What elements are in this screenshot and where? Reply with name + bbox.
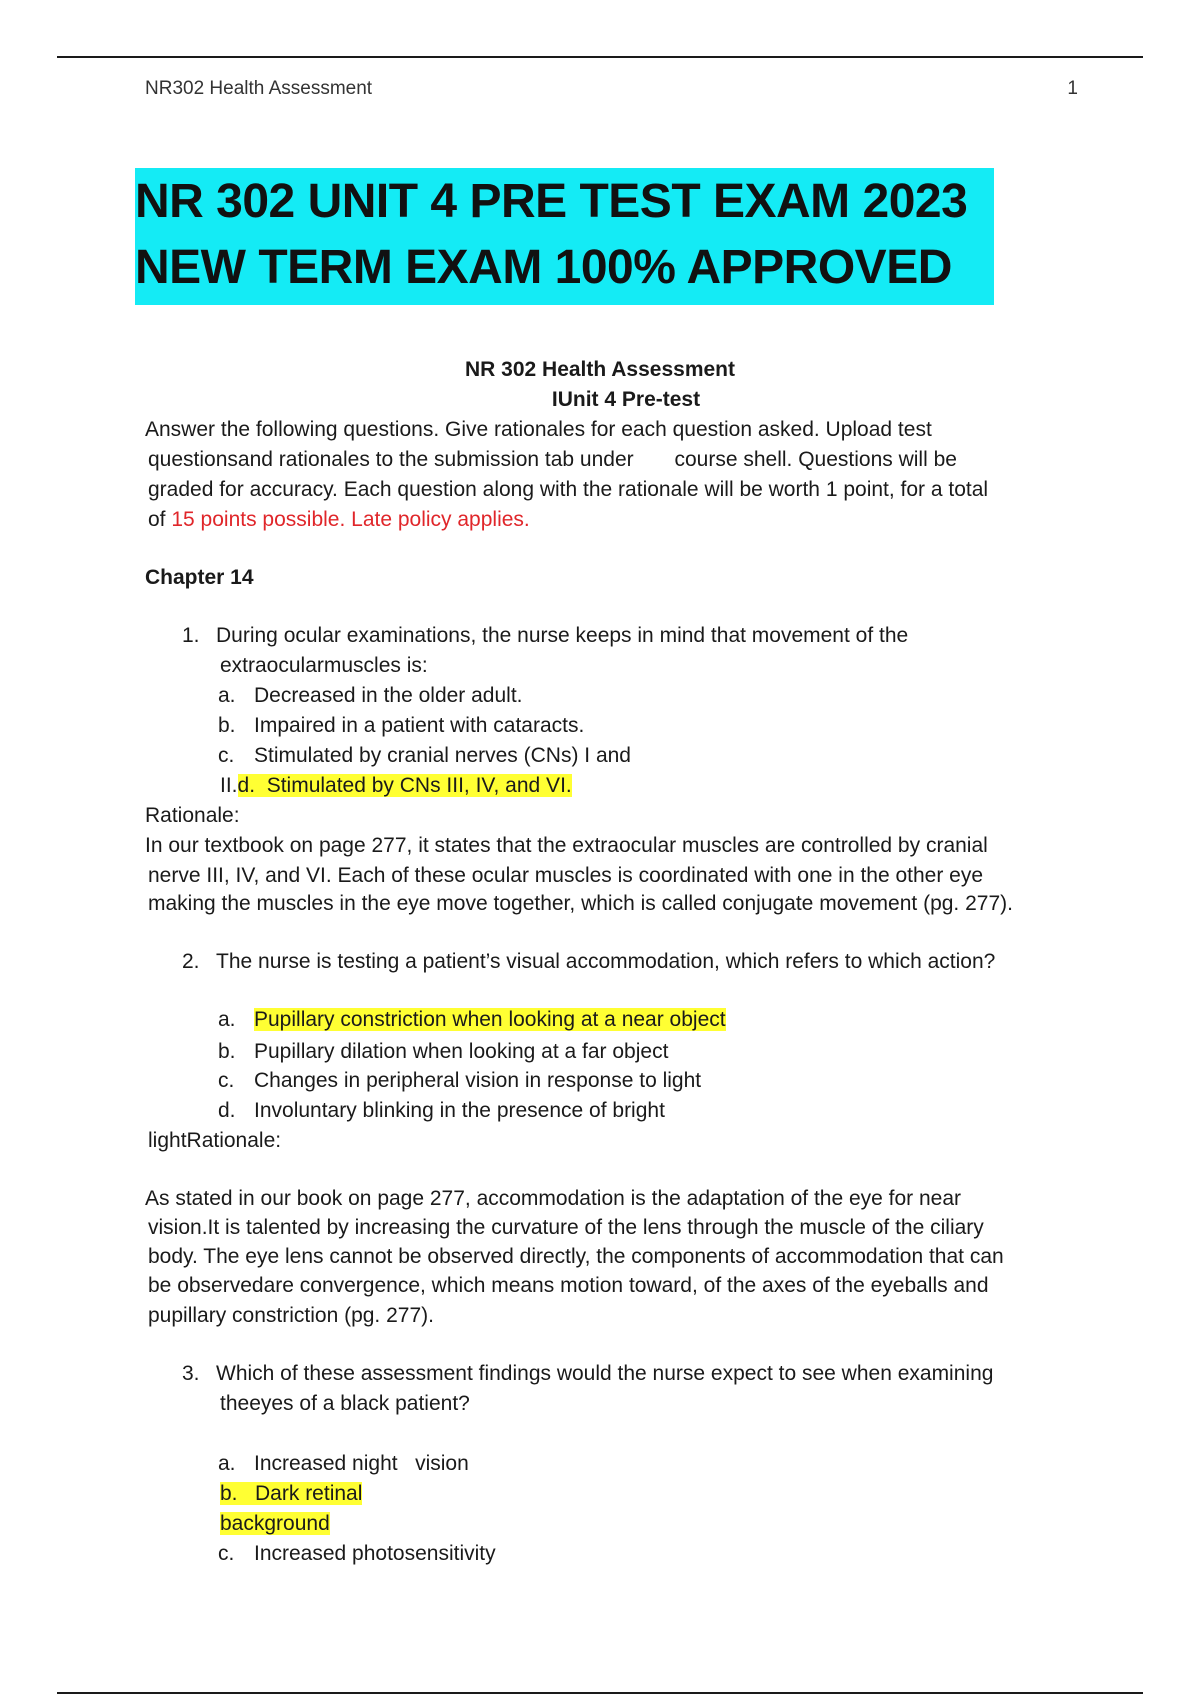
correct-answer-highlight: d. Stimulated by CNs III, IV, and VI. <box>237 774 572 797</box>
question-1-stem-cont: extraocularmuscles is: <box>220 654 428 677</box>
question-number: 3. <box>182 1362 200 1385</box>
question-3-stem: 3. Which of these assessment findings would the nurse expect to see when examining <box>182 1360 993 1388</box>
q3-option-c: c. Increased photosensitivity <box>218 1542 496 1565</box>
late-policy-note: 15 points possible. Late policy applies. <box>171 508 530 531</box>
q2-option-d: d. Involuntary blinking in the presence of bright <box>218 1099 665 1122</box>
q3-option-b <box>220 1480 362 1508</box>
instructions-line-3: graded for accuracy. Each question along with the rationale will be worth 1 point, for a total <box>148 478 989 501</box>
question-2-stem: 2. The nurse is testing a patient’s visual accommodation, which refers to which action? <box>182 948 995 976</box>
q2-option-b: b. Pupillary dilation when looking at a far object <box>218 1040 669 1063</box>
question-3-stem-cont: theeyes of a black patient? <box>220 1392 470 1415</box>
q1-rationale-line-1: In our textbook on page 277, it states that the extraocular muscles are controlled by cranial <box>145 834 988 857</box>
q1-rationale-line-3: making the muscles in the eye move together, which is called conjugate movement (pg. 277). <box>148 892 1013 915</box>
q1-option-b: b. Impaired in a patient with cataracts. <box>218 714 585 737</box>
q3-option-b-cont <box>220 1510 330 1538</box>
page-number: 1 <box>1067 78 1078 99</box>
q2-rationale-line-1: As stated in our book on page 277, accommodation is the adaptation of the eye for near <box>145 1187 962 1210</box>
q2-option-a: a. Pupillary constriction when looking at a near object <box>218 1008 726 1031</box>
bottom-rule <box>57 1692 1143 1694</box>
instructions-line-4 <box>148 506 530 534</box>
q2-rationale-line-5: pupillary constriction (pg. 277). <box>148 1304 434 1327</box>
q2-rationale-label: lightRationale: <box>148 1129 282 1152</box>
q1-option-a: a. Decreased in the older adult. <box>218 684 523 707</box>
chapter-heading: Chapter 14 <box>145 566 254 589</box>
course-heading: NR 302 Health Assessment <box>464 358 735 381</box>
question-1-stem: 1. During ocular examinations, the nurse keeps in mind that movement of the <box>182 622 908 650</box>
title-line-2: NEW TERM EXAM 100% APPROVED <box>135 241 952 294</box>
q3-option-a: a. Increased night vision <box>218 1452 469 1475</box>
running-header: NR302 Health Assessment <box>145 78 373 99</box>
correct-answer-highlight: background <box>220 1512 330 1535</box>
unit-heading: IUnit 4 Pre-test <box>551 388 701 411</box>
top-rule <box>57 56 1143 58</box>
q1-option-d: II.d. Stimulated by CNs III, IV, and VI. <box>220 774 572 797</box>
q1-rationale-label: Rationale: <box>145 804 240 827</box>
q1-rationale-line-2: nerve III, IV, and VI. Each of these ocular muscles is coordinated with one in the other eye <box>148 864 984 887</box>
q2-rationale-line-3: body. The eye lens cannot be observed directly, the components of accommodation that can <box>148 1245 1004 1268</box>
instructions-line-2: questionsand rationales to the submission tab under course shell. Questions will be <box>148 448 957 471</box>
title-line-1: NR 302 UNIT 4 PRE TEST EXAM 2023 <box>135 175 968 228</box>
correct-answer-highlight: Pupillary constriction when looking at a near object <box>254 1008 726 1031</box>
correct-answer-highlight: b. Dark retinal <box>220 1482 363 1505</box>
instructions-prefix: of <box>148 508 166 531</box>
q1-option-c: c. Stimulated by cranial nerves (CNs) I and <box>218 744 631 767</box>
q2-rationale-line-4: be observedare convergence, which means motion toward, of the axes of the eyeballs and <box>148 1274 989 1297</box>
instructions-line-1: Answer the following questions. Give rationales for each question asked. Upload test <box>145 418 932 441</box>
q2-rationale-line-2: vision.It is talented by increasing the curvature of the lens through the muscle of the ciliary <box>148 1216 984 1239</box>
q2-option-c: c. Changes in peripheral vision in response to light <box>218 1069 702 1092</box>
question-number: 1. <box>182 624 200 647</box>
question-number: 2. <box>182 950 200 973</box>
